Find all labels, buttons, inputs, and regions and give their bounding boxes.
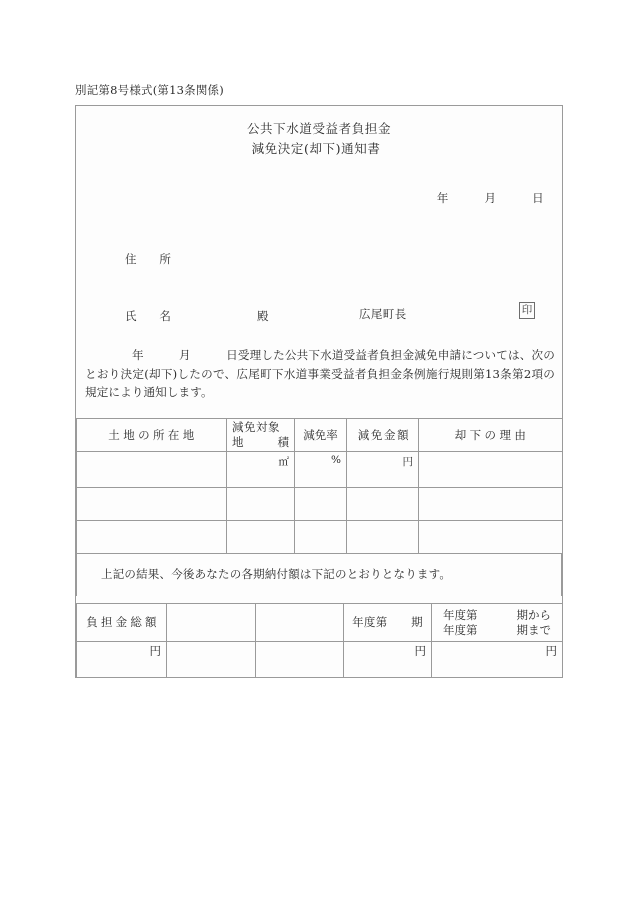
deduction-table-entry-row-3 [77,521,563,554]
cell-area-2[interactable] [227,488,295,521]
cell-location-1[interactable] [77,452,227,488]
issuer-name: 広尾町長 [359,307,407,321]
document-title [76,119,562,159]
cell-location-3[interactable] [77,521,227,554]
header-amount-label: 減免金額 [357,427,411,442]
header-term-range-line-1 [437,608,557,623]
cell-area-3[interactable] [227,521,295,554]
form-number-label: 別記第8号様式(第13条関係) [75,83,224,97]
header-cell-term-single [344,604,432,642]
header-term-range-to-term: 期まで [516,622,551,637]
header-rate-label: 減免率 [303,427,338,442]
unit-yen-term-single: 円 [414,644,426,658]
unit-square-meter: ㎡ [278,456,289,468]
cell-term-single-value[interactable] [344,642,432,678]
deduction-table-entry-row-2 [77,488,563,521]
deduction-table [76,418,563,554]
header-target-area-line2 [232,435,289,450]
recipient-address-row [103,231,268,288]
header-cell-total-amount [77,604,167,642]
document-title-line-2: 減免決定(却下)通知書 [251,141,381,156]
cell-location-2[interactable] [77,488,227,521]
payment-table [76,603,563,678]
cell-reason-1[interactable] [419,452,563,488]
header-term-range-wrap [437,608,557,638]
cell-amount-3[interactable] [347,521,419,554]
header-cell-blank-1 [167,604,256,642]
form-sheet-frame [75,105,563,678]
header-cell-amount [347,419,419,452]
header-total-label: 負担金総額 [86,615,160,629]
cell-rate-3[interactable] [295,521,347,554]
deduction-table-header-row [77,419,563,452]
unit-yen-total: 円 [149,644,161,658]
issue-date-line: 年 月 日 [436,191,544,205]
seal-stamp-box: 印 [519,302,535,319]
header-term-range-from-term: 期から [516,607,551,622]
recipient-block [103,231,268,345]
unit-yen: 円 [402,456,413,468]
cell-reason-2[interactable] [419,488,563,521]
header-cell-target-area [227,419,295,452]
cell-blank-1-value[interactable] [167,642,256,678]
deduction-table-entry-row-1 [77,452,563,488]
header-term-range-line-2 [437,623,557,638]
cell-area-unit-1[interactable] [227,452,295,488]
recipient-name-label: 氏 名 [124,309,171,323]
cell-rate-2[interactable] [295,488,347,521]
cell-total-amount-value[interactable] [77,642,167,678]
header-term-single-label: 年度第 期 [352,615,423,629]
cell-amount-2[interactable] [347,488,419,521]
header-cell-blank-2 [256,604,344,642]
header-target-area-seki: 積 [277,435,289,449]
recipient-honorific: 殿 [256,309,269,323]
unit-percent: % [331,454,341,466]
body-paragraph: 年 月 日受理した公共下水道受益者負担金減免申請については、次のとおり決定(却下)したので、広尾町下水道事業受益者負担金条例施行規則第13条第2項の規定により通知します。 [85,348,555,399]
unit-yen-term-range: 円 [545,644,557,658]
result-statement: 上記の結果、今後あなたの各期納付額は下記のとおりとなります。 [76,553,562,596]
cell-term-range-value[interactable] [432,642,563,678]
header-cell-reason [419,419,563,452]
recipient-name-row [103,288,268,345]
cell-blank-2-value[interactable] [256,642,344,678]
header-location-label: 土地の所在地 [108,427,198,442]
header-target-area-line1: 減免対象 [232,420,280,434]
cell-rate-unit-1[interactable] [295,452,347,488]
payment-table-value-row [77,642,563,678]
header-term-range-to-year: 年度第 [443,622,478,637]
recipient-address-label: 住 所 [124,252,171,266]
header-cell-location [77,419,227,452]
header-target-area-wrap [232,420,289,450]
header-cell-rate [295,419,347,452]
cell-reason-3[interactable] [419,521,563,554]
header-reason-label: 却下の理由 [454,427,530,442]
payment-table-header-row [77,604,563,642]
cell-amount-unit-1[interactable] [347,452,419,488]
header-cell-term-range [432,604,563,642]
header-target-area-chi: 地 [232,435,244,449]
header-term-range-from-year: 年度第 [443,607,478,622]
document-title-line-1: 公共下水道受益者負担金 [246,121,392,136]
